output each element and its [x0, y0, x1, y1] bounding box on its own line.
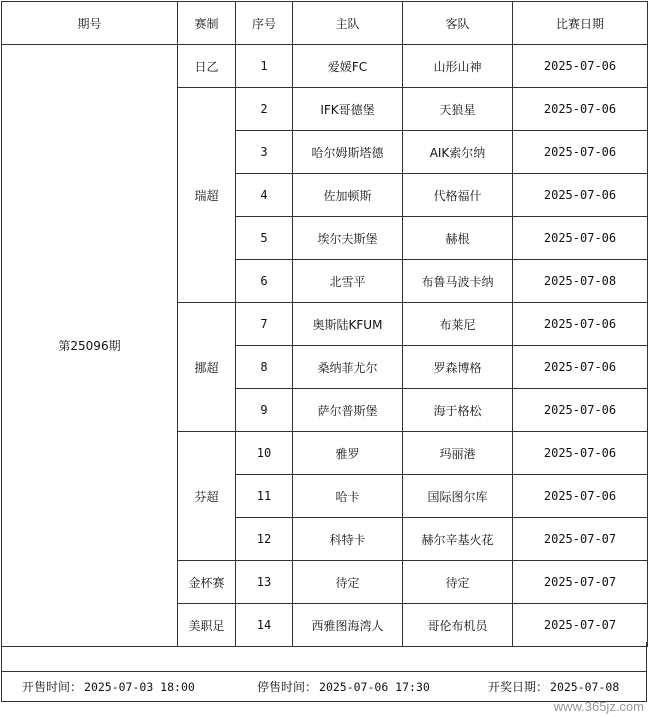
- league-cell: 瑞超: [178, 88, 236, 303]
- match-date-cell: 2025-07-06: [513, 131, 648, 174]
- match-date-cell: 2025-07-07: [513, 604, 648, 647]
- away-team-cell: 哥伦布机员: [403, 604, 513, 647]
- seq-cell: 2: [236, 88, 293, 131]
- match-date-cell: 2025-07-06: [513, 432, 648, 475]
- away-team-cell: 罗森博格: [403, 346, 513, 389]
- home-team-cell: 奥斯陆KFUM: [293, 303, 403, 346]
- home-team-cell: 西雅图海湾人: [293, 604, 403, 647]
- seq-cell: 10: [236, 432, 293, 475]
- league-cell: 日乙: [178, 45, 236, 88]
- site-watermark: www.365jz.com: [553, 699, 644, 714]
- issue-cell: 第25096期: [2, 45, 178, 647]
- seq-cell: 1: [236, 45, 293, 88]
- away-team-cell: 布鲁马波卡纳: [403, 260, 513, 303]
- draw-date-label: 开奖日期：: [488, 680, 549, 694]
- match-date-cell: 2025-07-06: [513, 475, 648, 518]
- seq-cell: 3: [236, 131, 293, 174]
- home-team-cell: 雅罗: [293, 432, 403, 475]
- draw-date-value: 2025-07-08: [550, 679, 620, 694]
- header-row: [2, 2, 648, 45]
- match-date-cell: 2025-07-07: [513, 561, 648, 604]
- match-date-cell: 2025-07-06: [513, 346, 648, 389]
- seq-cell: 13: [236, 561, 293, 604]
- header-away: 客队: [403, 2, 513, 45]
- match-date-cell: 2025-07-06: [513, 303, 648, 346]
- match-date-cell: 2025-07-06: [513, 217, 648, 260]
- away-team-cell: 待定: [403, 561, 513, 604]
- home-team-cell: 爱媛FC: [293, 45, 403, 88]
- seq-cell: 9: [236, 389, 293, 432]
- sale-stop-value: 2025-07-06 17:30: [319, 679, 430, 694]
- seq-cell: 14: [236, 604, 293, 647]
- seq-cell: 4: [236, 174, 293, 217]
- home-team-cell: 萨尔普斯堡: [293, 389, 403, 432]
- league-cell: 芬超: [178, 432, 236, 561]
- away-team-cell: 玛丽港: [403, 432, 513, 475]
- header-seq: 序号: [236, 2, 293, 45]
- match-date-cell: 2025-07-06: [513, 88, 648, 131]
- match-table: [1, 1, 648, 647]
- away-team-cell: 天狼星: [403, 88, 513, 131]
- blank-row: [1, 642, 647, 672]
- home-team-cell: IFK哥德堡: [293, 88, 403, 131]
- away-team-cell: 山形山神: [403, 45, 513, 88]
- away-team-cell: 代格福什: [403, 174, 513, 217]
- league-cell: 美职足: [178, 604, 236, 647]
- away-team-cell: 赫根: [403, 217, 513, 260]
- sale-stop-label: 停售时间：: [257, 680, 318, 694]
- sale-start-value: 2025-07-03 18:00: [84, 679, 195, 694]
- away-team-cell: 布莱尼: [403, 303, 513, 346]
- away-team-cell: 赫尔辛基火花: [403, 518, 513, 561]
- away-team-cell: AIK索尔纳: [403, 131, 513, 174]
- seq-cell: 7: [236, 303, 293, 346]
- match-date-cell: 2025-07-06: [513, 389, 648, 432]
- home-team-cell: 待定: [293, 561, 403, 604]
- home-team-cell: 哈尔姆斯塔德: [293, 131, 403, 174]
- seq-cell: 5: [236, 217, 293, 260]
- match-date-cell: 2025-07-06: [513, 45, 648, 88]
- seq-cell: 11: [236, 475, 293, 518]
- home-team-cell: 桑纳菲尤尔: [293, 346, 403, 389]
- home-team-cell: 科特卡: [293, 518, 403, 561]
- header-league: 赛制: [178, 2, 236, 45]
- home-team-cell: 北雪平: [293, 260, 403, 303]
- home-team-cell: 哈卡: [293, 475, 403, 518]
- away-team-cell: 海于格松: [403, 389, 513, 432]
- league-cell: 挪超: [178, 303, 236, 432]
- seq-cell: 8: [236, 346, 293, 389]
- match-date-cell: 2025-07-07: [513, 518, 648, 561]
- home-team-cell: 佐加顿斯: [293, 174, 403, 217]
- seq-cell: 6: [236, 260, 293, 303]
- sale-start-info: [22, 678, 195, 695]
- draw-date-info: [488, 678, 619, 695]
- sale-start-label: 开售时间：: [22, 680, 83, 694]
- header-issue: 期号: [2, 2, 178, 45]
- seq-cell: 12: [236, 518, 293, 561]
- header-home: 主队: [293, 2, 403, 45]
- table-row: [2, 45, 648, 88]
- match-date-cell: 2025-07-06: [513, 174, 648, 217]
- away-team-cell: 国际图尔库: [403, 475, 513, 518]
- sale-stop-info: [257, 678, 430, 695]
- match-date-cell: 2025-07-08: [513, 260, 648, 303]
- league-cell: 金杯赛: [178, 561, 236, 604]
- sale-info-footer: [1, 671, 647, 702]
- header-date: 比赛日期: [513, 2, 648, 45]
- home-team-cell: 埃尔夫斯堡: [293, 217, 403, 260]
